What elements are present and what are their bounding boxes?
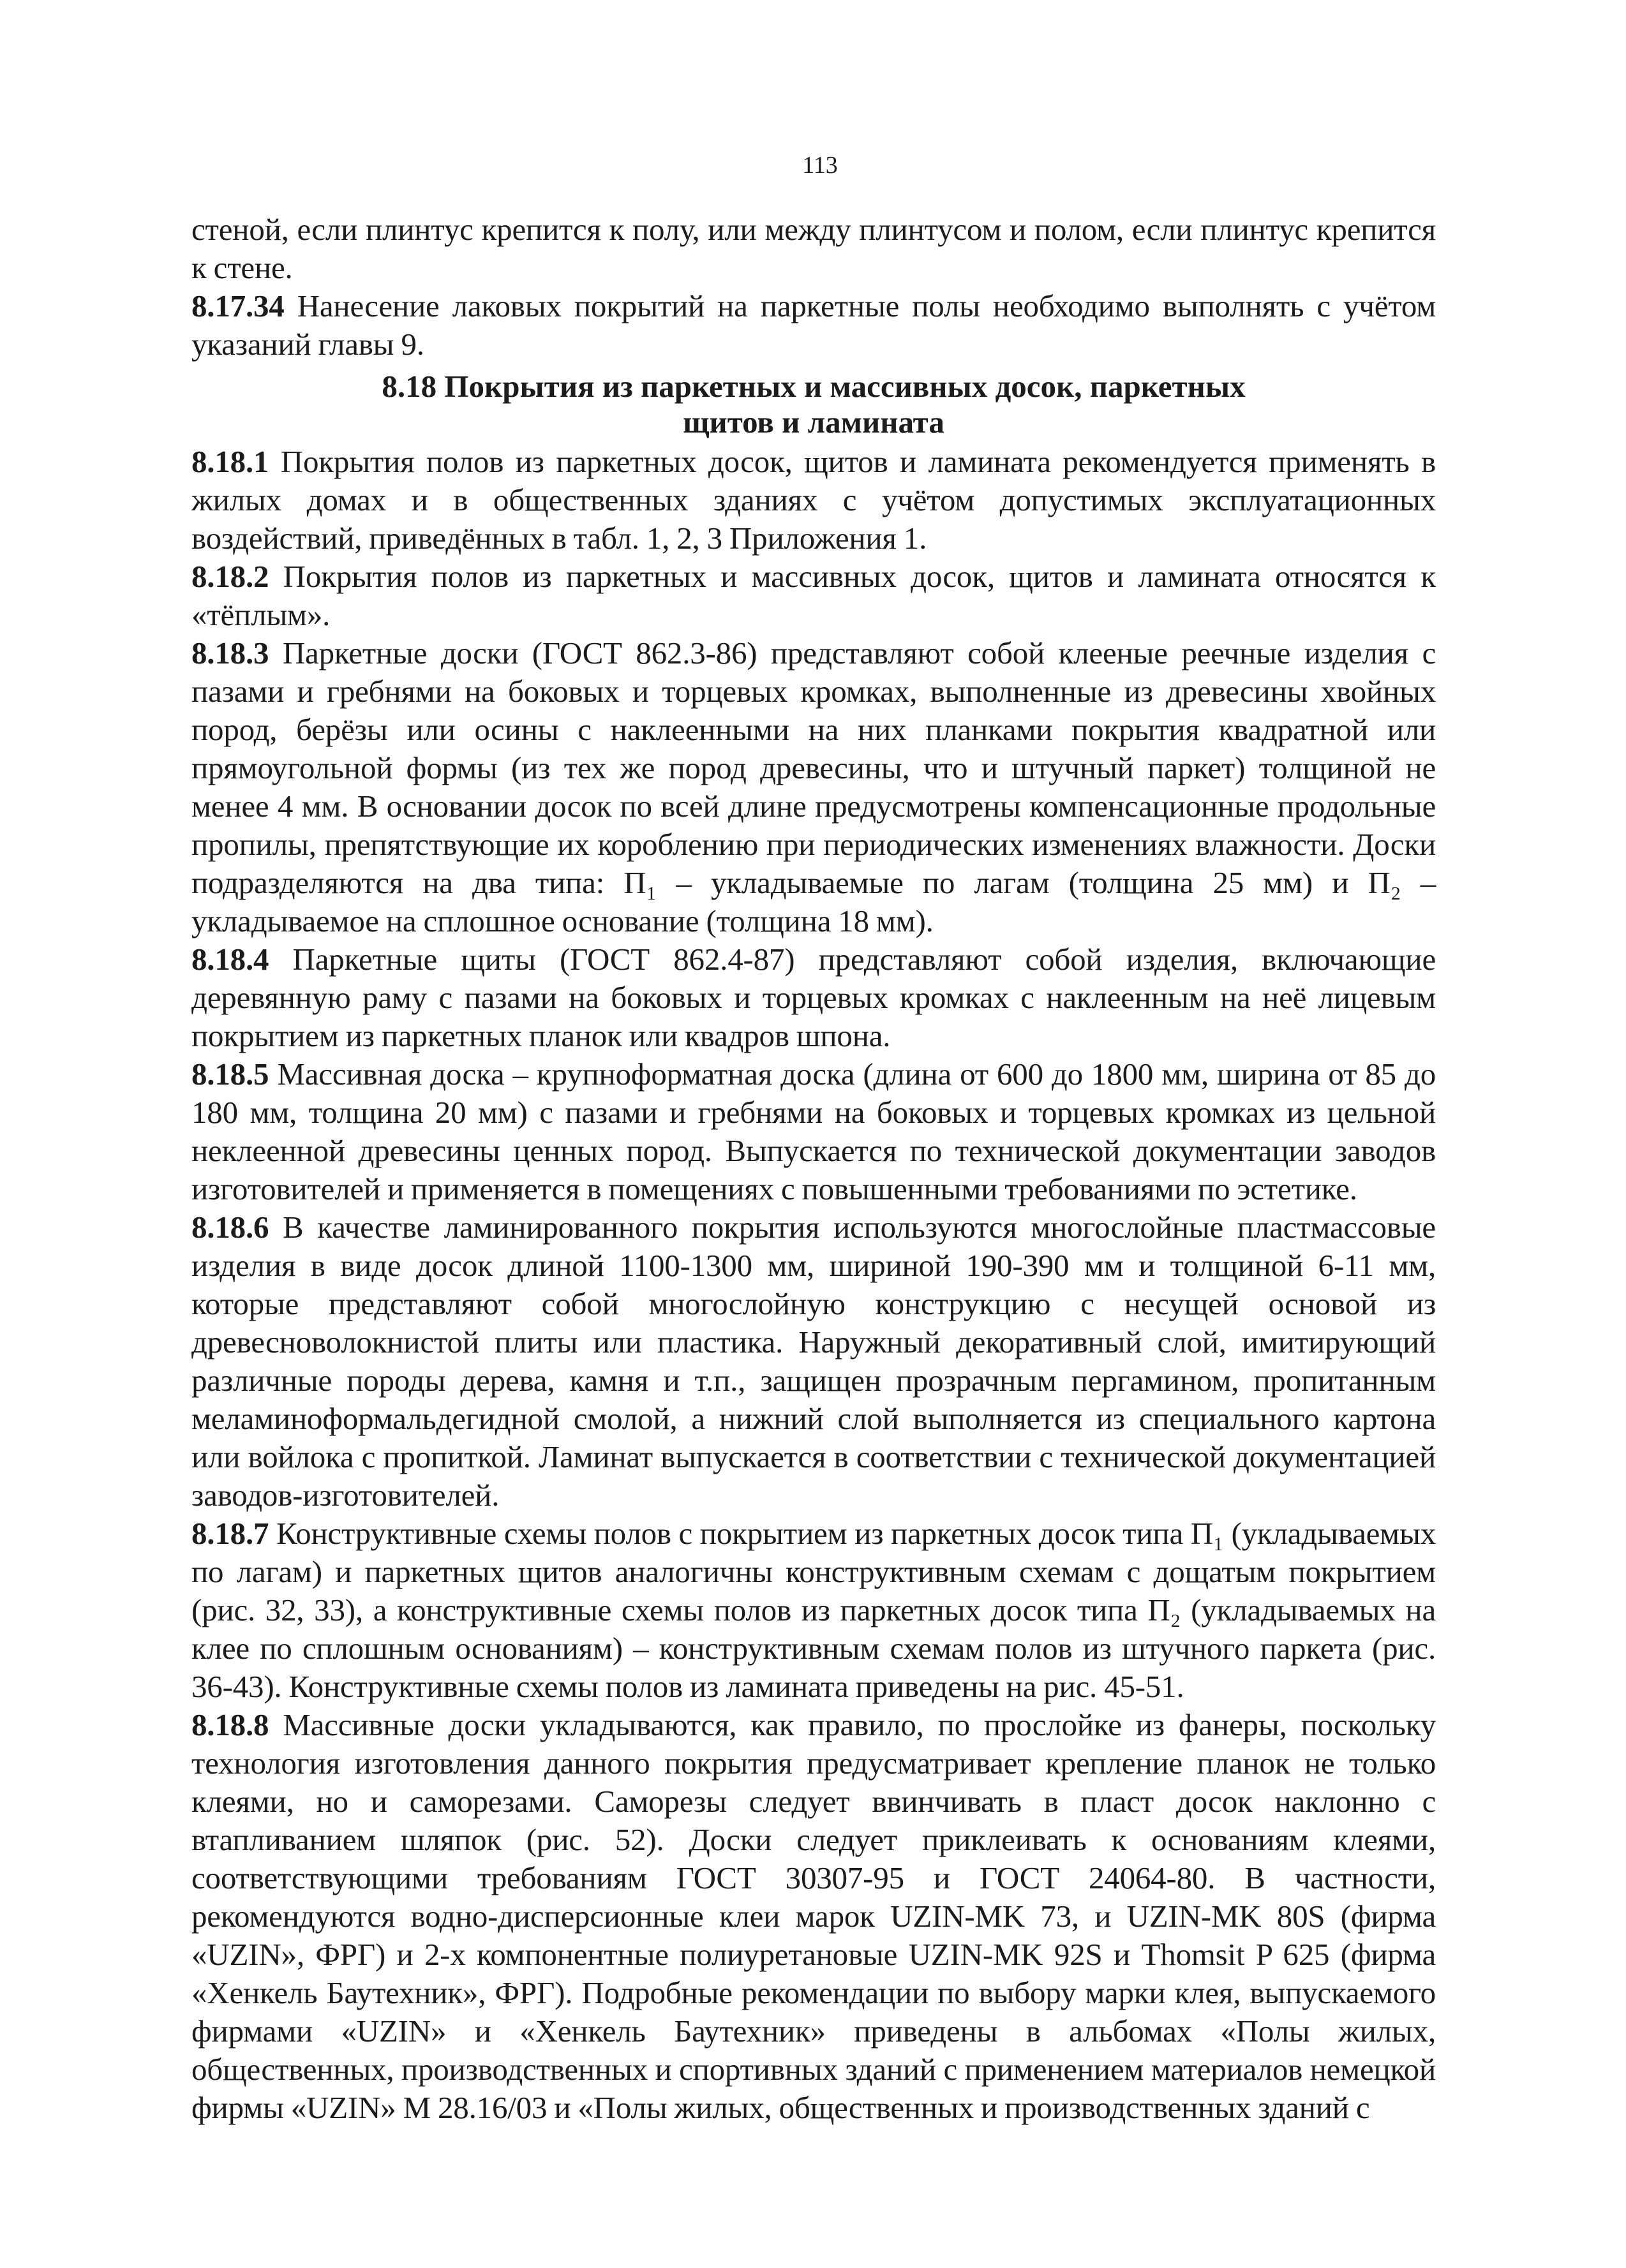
paragraph-text: Массивная доска – крупноформатная доска (длина от 600 до 1800 мм, ширина от 85 до 180 мм, толщина 20 мм) с пазами и гребнями на боковых и торцевых кромках из цельной неклеенной древесины ценных пород. Выпускается по технической документации заводов изготовителей и применяется в помещениях с повышенными требованиями по эстетике.	[191, 1056, 1436, 1206]
continuation-paragraph: стеной, если плинтус крепится к полу, или между плинтусом и полом, если плинтус крепится к стене.	[191, 212, 1436, 285]
paragraph-text: Паркетные доски (ГОСТ 862.3-86) представляют собой клееные реечные изделия с пазами и гребнями на боковых и торцевых кромках, выполненные из древесины хвойных пород, берёзы или осины с наклеенными на них планками покрытия квадратной или прямоугольной формы (из тех же пород древесины, что и штучный паркет) толщиной не менее 4 мм. В основании досок по всей длине предусмотрены компенсационные продольные пропилы, препятствующие их короблению при периодических изменениях влажности. Доски подразделяются на два типа: П₁ – укладываемые по лагам (толщина 25 мм) и П₂ – укладываемое на сплошное основание (толщина 18 мм).	[191, 635, 1436, 938]
paragraph-8-18-6	[191, 1208, 1436, 1515]
paragraph-8-18-2	[191, 558, 1436, 634]
paragraph-8-18-5	[191, 1055, 1436, 1208]
paragraph-text: Паркетные щиты (ГОСТ 862.4-87) представляют собой изделия, включающие деревянную раму с пазами на боковых и торцевых кромках с наклеенным на неё лицевым покрытием из паркетных планок или квадров шпона.	[191, 942, 1436, 1053]
paragraph-8-18-1	[191, 443, 1436, 558]
paragraph-number: 8.18.8	[191, 1707, 269, 1742]
paragraph-text: Покрытия полов из паркетных досок, щитов и ламината рекомендуется применять в жилых домах и в общественных зданиях с учётом допустимых эксплуатационных воздействий, приведённых в табл. 1, 2, 3 Приложения 1.	[191, 444, 1436, 556]
section-title-line-2: щитов и ламината	[683, 404, 944, 440]
paragraph-number: 8.18.5	[191, 1056, 269, 1092]
paragraph-number: 8.18.2	[191, 559, 269, 594]
page-number: 113	[802, 152, 838, 179]
paragraph-text: В качестве ламинированного покрытия используются многослойные пластмассовые изделия в виде досок длиной 1100-1300 мм, шириной 190-390 мм и толщиной 6-11 мм, которые представляют собой многослойную конструкцию с несущей основой из древесноволокнистой плиты или пластика. Наружный декоративный слой, имитирующий различные породы дерева, камня и т.п., защищен прозрачным пергамином, пропитанным меламиноформальдегидной смолой, а нижний слой выполняется из специального картона или войлока с пропиткой. Ламинат выпускается в соответствии с технической документацией заводов-изготовителей.	[191, 1210, 1436, 1513]
paragraph-text: Нанесение лаковых покрытий на паркетные полы необходимо выполнять с учётом указаний главы 9.	[191, 288, 1436, 362]
paragraph-number: 8.17.34	[191, 288, 285, 323]
paragraph-8-17-34	[191, 287, 1436, 364]
paragraph-number: 8.18.7	[191, 1516, 269, 1551]
paragraph-number: 8.18.4	[191, 942, 269, 977]
paragraph-8-18-7	[191, 1515, 1436, 1706]
paragraph-8-18-8	[191, 1706, 1436, 2127]
paragraph-text: Массивные доски укладываются, как правило, по прослойке из фанеры, поскольку технология изготовления данного покрытия предусматривает крепление планок не только клеями, но и саморезами. Саморезы следует ввинчивать в пласт досок наклонно с втапливанием шляпок (рис. 52). Доски следует приклеивать к основаниям клеями, соответствующими требованиям ГОСТ 30307-95 и ГОСТ 24064-80. В частности, рекомендуются водно-дисперсионные клеи марок UZIN-MK 73, и UZIN-MK 80S (фирма «UZIN», ФРГ) и 2-х компонентные полиуретановые UZIN-MK 92S и Thomsit P 625 (фирма «Хенкель Баутехник», ФРГ). Подробные рекомендации по выбору марки клея, выпускаемого фирмами «UZIN» и «Хенкель Баутехник» приведены в альбомах «Полы жилых, общественных, производственных и спортивных зданий с применением материалов немецкой фирмы «UZIN» М 28.16/03 и «Полы жилых, общественных и производственных зданий с	[191, 1707, 1436, 2125]
paragraph-8-18-3	[191, 634, 1436, 940]
section-title	[191, 369, 1436, 440]
paragraph-8-18-4	[191, 940, 1436, 1055]
paragraph-text: Конструктивные схемы полов с покрытием из паркетных досок типа П₁ (укладываемых по лагам) и паркетных щитов аналогичны конструктивным схемам с дощатым покрытием (рис. 32, 33), а конструктивные схемы полов из паркетных досок типа П₂ (укладываемых на клее по сплошным основаниям) – конструктивным схемам полов из штучного паркета (рис. 36-43). Конструктивные схемы полов из ламината приведены на рис. 45-51.	[191, 1516, 1436, 1704]
paragraph-number: 8.18.6	[191, 1210, 269, 1245]
paragraph-number: 8.18.1	[191, 444, 269, 479]
section-title-line-1: 8.18 Покрытия из паркетных и массивных досок, паркетных	[382, 369, 1246, 404]
paragraph-text: Покрытия полов из паркетных и массивных досок, щитов и ламината относятся к «тёплым».	[191, 559, 1436, 632]
document-page	[191, 153, 1436, 2127]
paragraph-number: 8.18.3	[191, 635, 269, 671]
